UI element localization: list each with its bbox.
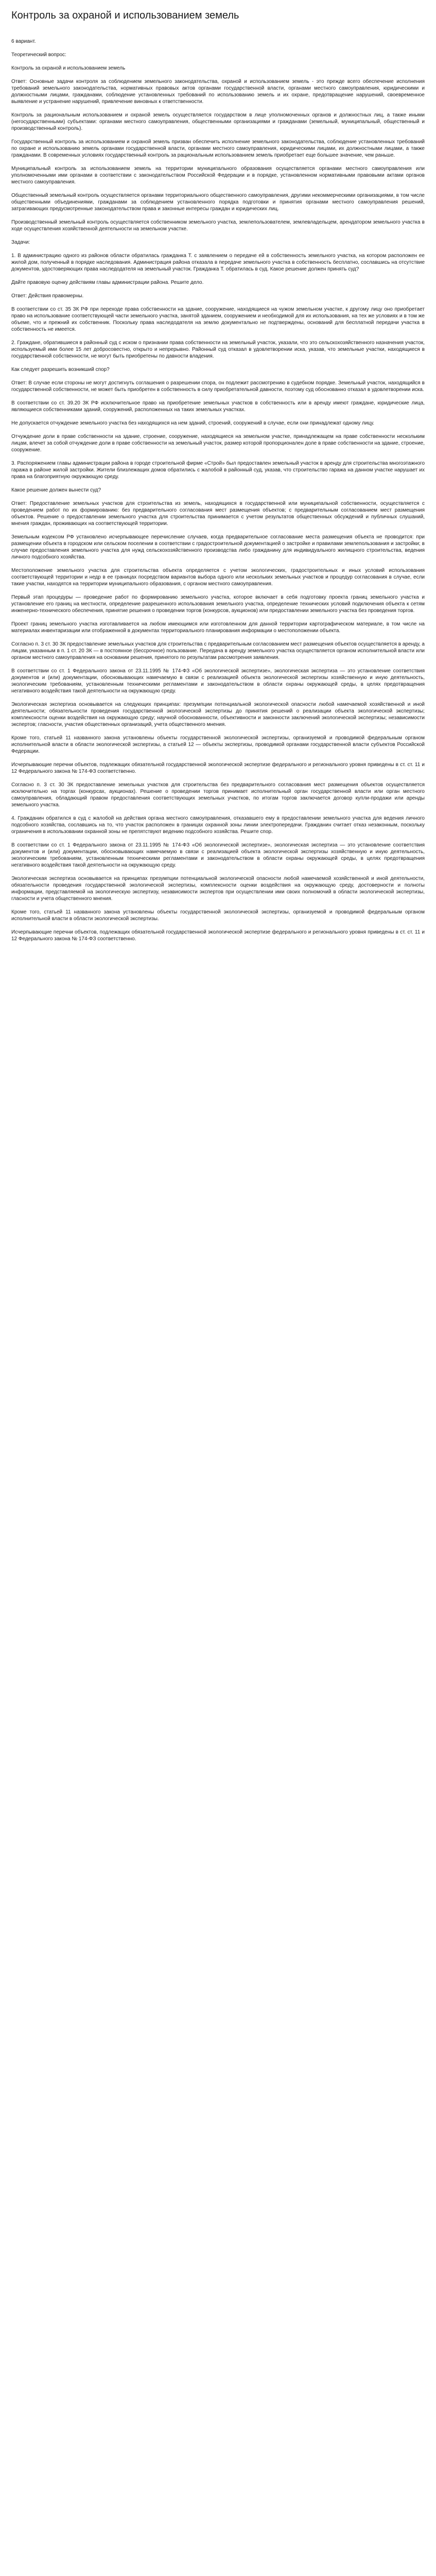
body-paragraph: Производственный земельный контроль осуществляется собственником земельного участка, землепользователем, землевладельцем, арендатором земельного участка в ходе осуществления хозяйственной деятельности на земельном участке.: [11, 219, 425, 232]
body-paragraph: 4. Гражданин обратился в суд с жалобой на действия органа местного самоуправления, отказавшего ему в предоставлении земельного участка для ведения личного подсобного хозяйства, сославшись на то, что участок расположен в границах охранной зоны линии электропередачи. Гражданин считает отказ незаконным, поскольку ограничения в использовании охранной зоны не препятствуют ведению подсобного хозяйства. Решите спор.: [11, 816, 425, 835]
body-paragraph: Кроме того, статьей 11 названного закона установлены объекты государственной экологической экспертизы, организуемой и проводимой федеральным органом исполнительной власти в области экологической экспертизы, а статьей 12 — объекты экспертизы, проводимой органами государственной власти субъектов Российской Федерации.: [11, 735, 425, 754]
body-paragraph: Ответ: Действия правомерны.: [11, 293, 84, 299]
body-paragraph: Контроль за рациональным использованием и охраной земель осуществляется государством в лице уполномоченных органов и должностных лиц, а также иными (негосударственными) субъектами: органами местного самоуправления, общественными организациями и гражданами (земельный, муниципальный, общественный и производственный контроль).: [11, 112, 425, 131]
body-paragraph: Ответ: В случае если стороны не могут достигнуть соглашения о разрешении спора, он подлежит рассмотрению в судебном порядке. Земельный участок, находящийся в государственной собственности, не может быть приобретен в собственность в силу приобретательной давности, поэтому суд обоснованно отказал в удовлетворении иска.: [11, 380, 425, 393]
body-paragraph: Согласно п. 3 ст. 30 ЗК предоставление земельных участков для строительства с предварительным согласованием мест размещения объектов осуществляется в аренду, а лицам, указанным в п. 1 ст. 20 ЗК — в постоянное (бессрочное) пользование. Передача в аренду земельного участка осуществляется органом исполнительной власти или органом местного самоуправления на основании решения, принятого по результатам рассмотрения заявления.: [11, 641, 425, 660]
body-paragraph: Земельным кодексом РФ установлено исчерпывающее перечисление случаев, когда предварительное согласование места размещения объекта не проводится: при размещении объекта в городском или сельском поселении в соответствии с градостроительной документацией о застройке и правилами землепользования и застройки; в случае предоставления земельного участка для нужд сельскохозяйственного производства либо гражданину для индивидуального жилищного строительства, ведения личного подсобного хозяйства.: [11, 534, 425, 560]
body-paragraph: 6 вариант.: [11, 39, 36, 44]
body-paragraph: Государственный контроль за использованием и охраной земель призван обеспечить исполнение земельного законодательства, соблюдение установленных требований по охране и использованию земель органами государственной власти, органами местного самоуправления, юридическими лицами, их должностными лицами, а также гражданами. В современных условиях государственный контроль за рациональным использованием земель приобретает еще большее значение, чем раньше.: [11, 139, 425, 158]
body-paragraph: Первый этап процедуры — проведение работ по формированию земельного участка, которое включает в себя подготовку проекта границ земельного участка и установление его границ на местности, определение разрешенного использования земельного участка, определение технических условий подключения объекта к сетям инженерно-технического обеспечения, принятие решения о проведении торгов (конкурсов, аукционов) или предоставлении земельного участка без проведения торгов.: [11, 595, 425, 614]
body-paragraph: Общественный земельный контроль осуществляется органами территориального общественного самоуправления, другими некоммерческими организациями, в том числе общественными объединениями, гражданами за соблюдением установленного порядка подготовки и принятия органами местного самоуправления решений, затрагивающих предусмотренные законодательством права и законные интересы граждан и юридических лиц.: [11, 193, 425, 212]
body-paragraph: Какое решение должен вынести суд?: [11, 487, 101, 493]
body-paragraph: 1. В администрацию одного из районов области обратилась гражданка Т. с заявлением о передаче ей в собственность земельного участка, на котором расположен ее жилой дом, полученный в порядке наследования. Администрация района отказала в передаче земельного участка в собственность бесплатно, сославшись на отсутствие документов, удостоверяющих права наследодателя на земельный участок. Гражданка Т. обратилась в суд. Какое решение должен принять суд?: [11, 253, 425, 272]
body-paragraph: Дайте правовую оценку действиям главы администрации района. Решите дело.: [11, 280, 204, 285]
body-paragraph: В соответствии со ст. 1 Федерального закона от 23.11.1995 № 174-ФЗ «Об экологической экспертизе», экологическая экспертиза — это установление соответствия документов и (или) документации, обосновывающих намечаемую в связи с реализацией объекта экологической экспертизы хозяйственную и иную деятельность, экологическим требованиям, установленным техническими регламентами и законодательством в области охраны окружающей среды, в целях предотвращения негативного воздействия такой деятельности на окружающую среду.: [11, 668, 425, 694]
body-paragraph: Контроль за охраной и использованием земель: [11, 65, 126, 71]
body-paragraph: Проект границ земельного участка изготавливается на любом имеющимся или изготовленном для данной территории картографическом материале, в том числе на материалах инвентаризации или отображенной в документах территориального планирования информации о местоположении объекта.: [11, 621, 425, 634]
body-paragraph: Теоретический вопрос:: [11, 52, 66, 58]
body-paragraph: 2. Граждане, обратившиеся в районный суд с иском о признании права собственности на земельный участок, указали, что это сельскохозяйственного назначения участок, используемый ими более 15 лет добросовестно, открыто и непрерывно. Районный суд отказал в удовлетворении иска, указав, что земельные участки, находящиеся в государственной собственности, не могут быть приобретены по давности владения.: [11, 340, 425, 359]
body-paragraph: Задачи:: [11, 240, 30, 245]
body-paragraph: Ответ: Предоставление земельных участков для строительства из земель, находящихся в государственной или муниципальной собственности, осуществляется с проведением работ по их формированию: без предварительного согласования мест размещения объектов; с предварительным согласованием мест размещения объектов. Решение о предоставлении земельного участка для строительства принимается с учетом результатов общественных обсуждений и публичных слушаний, мнения граждан, проживающих на соответствующей территории.: [11, 501, 425, 527]
body-paragraph: Исчерпывающие перечни объектов, подлежащих обязательной государственной экологической экспертизе федерального и регионального уровня приведены в ст. ст. 11 и 12 Федерального закона № 174-ФЗ соответственно.: [11, 929, 425, 942]
body-paragraph: Согласно п. 3 ст. 30 ЗК предоставление земельных участков для строительства без предварительного согласования мест размещения объектов осуществляется исключительно на торгах (конкурсах, аукционах). Решение о проведении торгов принимает исполнительный орган государственной власти или орган местного самоуправления, обладающий правом предоставления соответствующих земельных участков, по итогам торгов заключается договор купли-продажи или аренды земельного участка.: [11, 782, 425, 808]
body-paragraph: Кроме того, статьей 11 названного закона установлены объекты государственной экологической экспертизы, организуемой и проводимой федеральным органом исполнительной власти в области экологической экспертизы.: [11, 909, 425, 922]
body-paragraph: Исчерпывающие перечни объектов, подлежащих обязательной государственной экологической экспертизе федерального и регионального уровня приведены в ст. ст. 11 и 12 Федерального закона № 174-ФЗ соответственно.: [11, 762, 425, 774]
body-paragraph: Экологическая экспертиза основывается на принципах презумпции потенциальной экологической опасности любой намечаемой хозяйственной и иной деятельности, обязательности проведения государственной экологической экспертизы, комплексности оценки воздействия на окружающую среду, достоверности и полноты информации, представляемой на экологическую экспертизу, независимости экспертов при осуществлении ими своих полномочий в области экологической экспертизы, гласности и учета общественного мнения.: [11, 876, 425, 902]
document-body: [11, 38, 425, 949]
body-paragraph: Экологическая экспертиза основывается на следующих принципах: презумпции потенциальной экологической опасности любой намечаемой хозяйственной и иной деятельности; обязательности проведения государственной экологической экспертизы до принятия решений о реализации объекта экологической экспертизы; комплексности оценки воздействия на окружающую среду; научной обоснованности, объективности и законности заключений экологической экспертизы; независимости экспертов; гласности, участия общественных организаций, учета общественного мнения.: [11, 702, 425, 727]
body-paragraph: Муниципальный контроль за использованием земель на территории муниципального образования осуществляется органами местного самоуправления или уполномоченными ими органами в соответствии с законодательством Российской Федерации и в порядке, установленном нормативными правовыми актами органов местного самоуправления.: [11, 166, 425, 185]
body-paragraph: 3. Распоряжением главы администрации района в городе строительной фирме «Строй» был предоставлен земельный участок в аренду для строительства многоэтажного гаража в районе жилой застройки. Жители близлежащих домов обратились с жалобой в районный суд, указав, что строительство гаража на данном участке нарушает их права на благоприятную окружающую среду.: [11, 461, 425, 480]
body-paragraph: В соответствии со ст. 1 Федерального закона от 23.11.1995 № 174-ФЗ «Об экологической экспертизе», экологическая экспертиза — это установление соответствия документов и (или) документации, обосновывающих намечаемую в связи с реализацией объекта экологической экспертизы хозяйственную и иную деятельность, экологическим требованиям, установленным техническими регламентами и законодательством в области охраны окружающей среды, в целях предотвращения негативного воздействия такой деятельности на окружающую среду.: [11, 842, 425, 868]
body-paragraph: В соответствии со ст. 35 ЗК РФ при переходе права собственности на здание, сооружение, находящиеся на чужом земельном участке, к другому лицу оно приобретает право на использование соответствующей части земельного участка, занятой зданием, сооружением и необходимой для их использования, на тех же условиях и в том же объеме, что и прежний их собственник. Поскольку права наследодателя на землю документально не подтверждены, оснований для бесплатной передачи участка в собственность не имеется.: [11, 307, 425, 332]
body-paragraph: В соответствии со ст. 39.20 ЗК РФ исключительное право на приобретение земельных участков в собственность или в аренду имеют граждане, юридические лица, являющиеся собственниками зданий, сооружений, расположенных на таких земельных участках.: [11, 400, 425, 413]
body-paragraph: Отчуждение доли в праве собственности на здание, строение, сооружение, находящиеся на земельном участке, принадлежащем на праве собственности нескольким лицам, влечет за собой отчуждение доли в праве собственности на земельный участок, размер которой пропорционален доле в праве собственности на здание, строение, сооружение.: [11, 434, 425, 453]
body-paragraph: Ответ: Основные задачи контроля за соблюдением земельного законодательства, охраной и использованием земель - это прежде всего обеспечение исполнения требований земельного законодательства, нормативных правовых актов органами государственной власти, органами местного самоуправления, юридическими и должностными лицами, гражданами, соблюдение установленных требований по использованию земель и их охране, предотвращение нарушений, своевременное выявление и устранение нарушений, привлечение виновных к ответственности.: [11, 79, 425, 105]
page-title: Контроль за охраной и использованием земель: [11, 10, 239, 21]
body-paragraph: Местоположение земельного участка для строительства объекта определяется с учетом экологических, градостроительных и иных условий использования соответствующей территории и недр в ее границах посредством вариантов выбора одного или нескольких земельных участков и процедур согласования в случае, если такие участки, находятся на территории муниципального образования, с органом местного самоуправления.: [11, 568, 425, 587]
body-paragraph: Не допускается отчуждение земельного участка без находящихся на нем зданий, строений, сооружений в случае, если они принадлежат одному лицу.: [11, 420, 374, 426]
body-paragraph: Как следует разрешить возникший спор?: [11, 367, 110, 372]
